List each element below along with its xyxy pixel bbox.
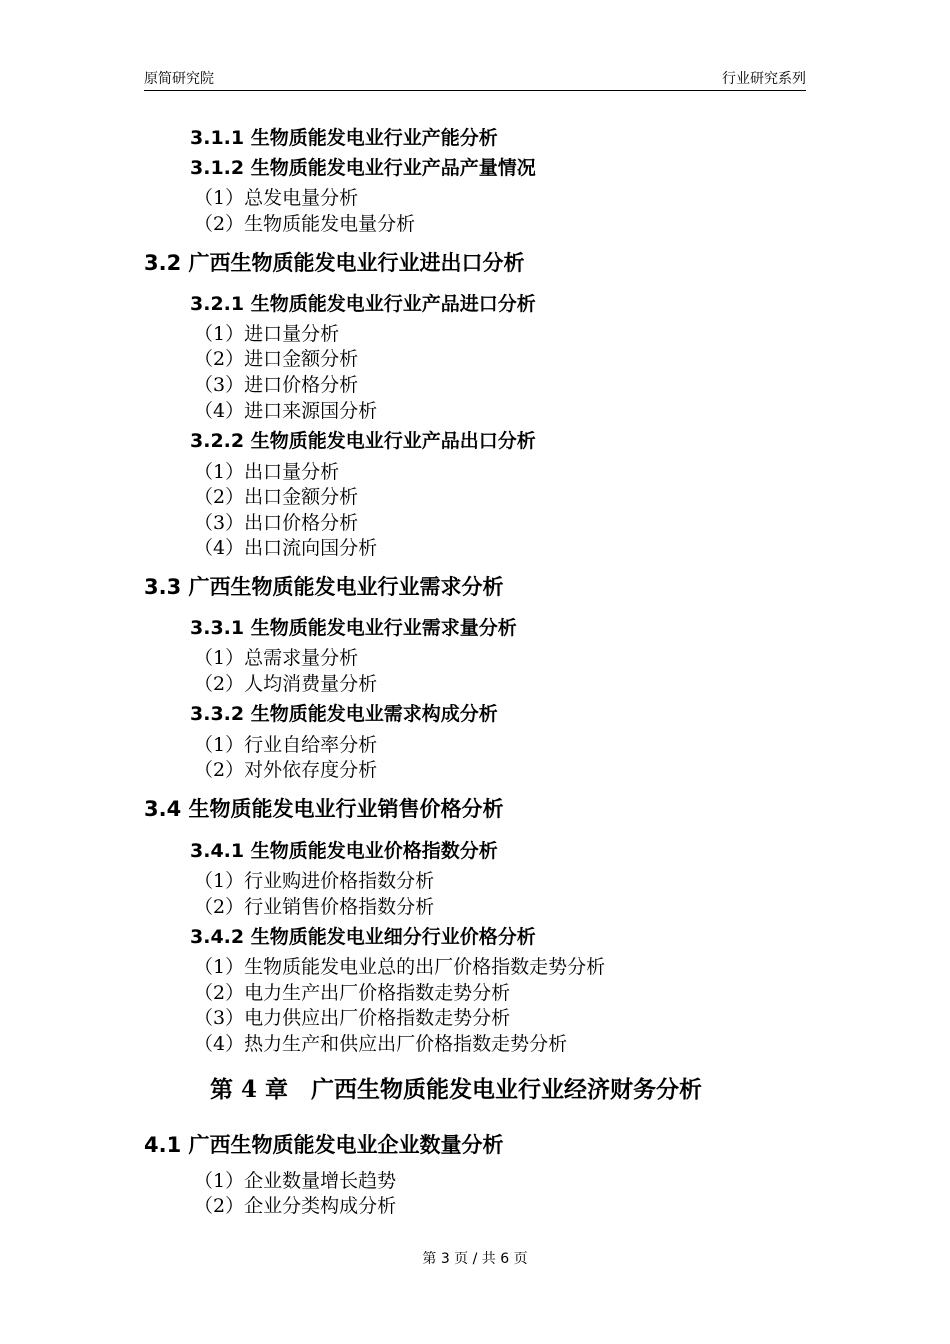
toc-item: （1）行业购进价格指数分析 (194, 870, 435, 892)
toc-item: （2）人均消费量分析 (194, 673, 378, 695)
toc-subsection: 3.4.1 生物质能发电业价格指数分析 (190, 840, 498, 862)
toc-subsection: 3.2.2 生物质能发电业行业产品出口分析 (190, 430, 536, 452)
toc-subsection: 3.1.1 生物质能发电业行业产能分析 (190, 127, 498, 149)
toc-item: （2）对外依存度分析 (194, 759, 378, 781)
toc-item: （2）企业分类构成分析 (194, 1195, 397, 1217)
toc-item: （1）总发电量分析 (194, 187, 359, 209)
toc-item: （3）电力供应出厂价格指数走势分析 (194, 1007, 511, 1029)
toc-item: （1）生物质能发电业总的出厂价格指数走势分析 (194, 956, 606, 978)
toc-subsection: 3.3.1 生物质能发电业行业需求量分析 (190, 617, 517, 639)
header-right-text: 行业研究系列 (722, 71, 806, 87)
toc-chapter: 第 4 章 广西生物质能发电业行业经济财务分析 (210, 1076, 703, 1103)
toc-item: （2）生物质能发电量分析 (194, 213, 416, 235)
toc-item: （4）出口流向国分析 (194, 537, 378, 559)
page-header (144, 68, 806, 91)
toc-item: （1）行业自给率分析 (194, 734, 378, 756)
toc-item: （4）热力生产和供应出厂价格指数走势分析 (194, 1033, 568, 1055)
toc-item: （3）出口价格分析 (194, 512, 359, 534)
toc-section: 3.3 广西生物质能发电业行业需求分析 (144, 575, 504, 599)
toc-item: （4）进口来源国分析 (194, 400, 378, 422)
toc-subsection: 3.1.2 生物质能发电业行业产品产量情况 (190, 157, 536, 179)
toc-section: 4.1 广西生物质能发电业企业数量分析 (144, 1133, 504, 1157)
toc-item: （2）行业销售价格指数分析 (194, 896, 435, 918)
toc-subsection: 3.4.2 生物质能发电业细分行业价格分析 (190, 926, 536, 948)
toc-item: （2）进口金额分析 (194, 348, 359, 370)
toc-item: （2）出口金额分析 (194, 486, 359, 508)
toc-section: 3.4 生物质能发电业行业销售价格分析 (144, 797, 504, 821)
toc-section: 3.2 广西生物质能发电业行业进出口分析 (144, 251, 525, 275)
toc-item: （1）进口量分析 (194, 323, 340, 345)
toc-subsection: 3.3.2 生物质能发电业需求构成分析 (190, 703, 498, 725)
toc-item: （1）企业数量增长趋势 (194, 1170, 397, 1192)
toc-subsection: 3.2.1 生物质能发电业行业产品进口分析 (190, 293, 536, 315)
toc-item: （2）电力生产出厂价格指数走势分析 (194, 982, 511, 1004)
toc-item: （3）进口价格分析 (194, 374, 359, 396)
toc-item: （1）出口量分析 (194, 461, 340, 483)
page-footer: 第 3 页 / 共 6 页 (422, 1251, 528, 1267)
toc-item: （1）总需求量分析 (194, 647, 359, 669)
header-left-text: 原简研究院 (144, 71, 214, 87)
